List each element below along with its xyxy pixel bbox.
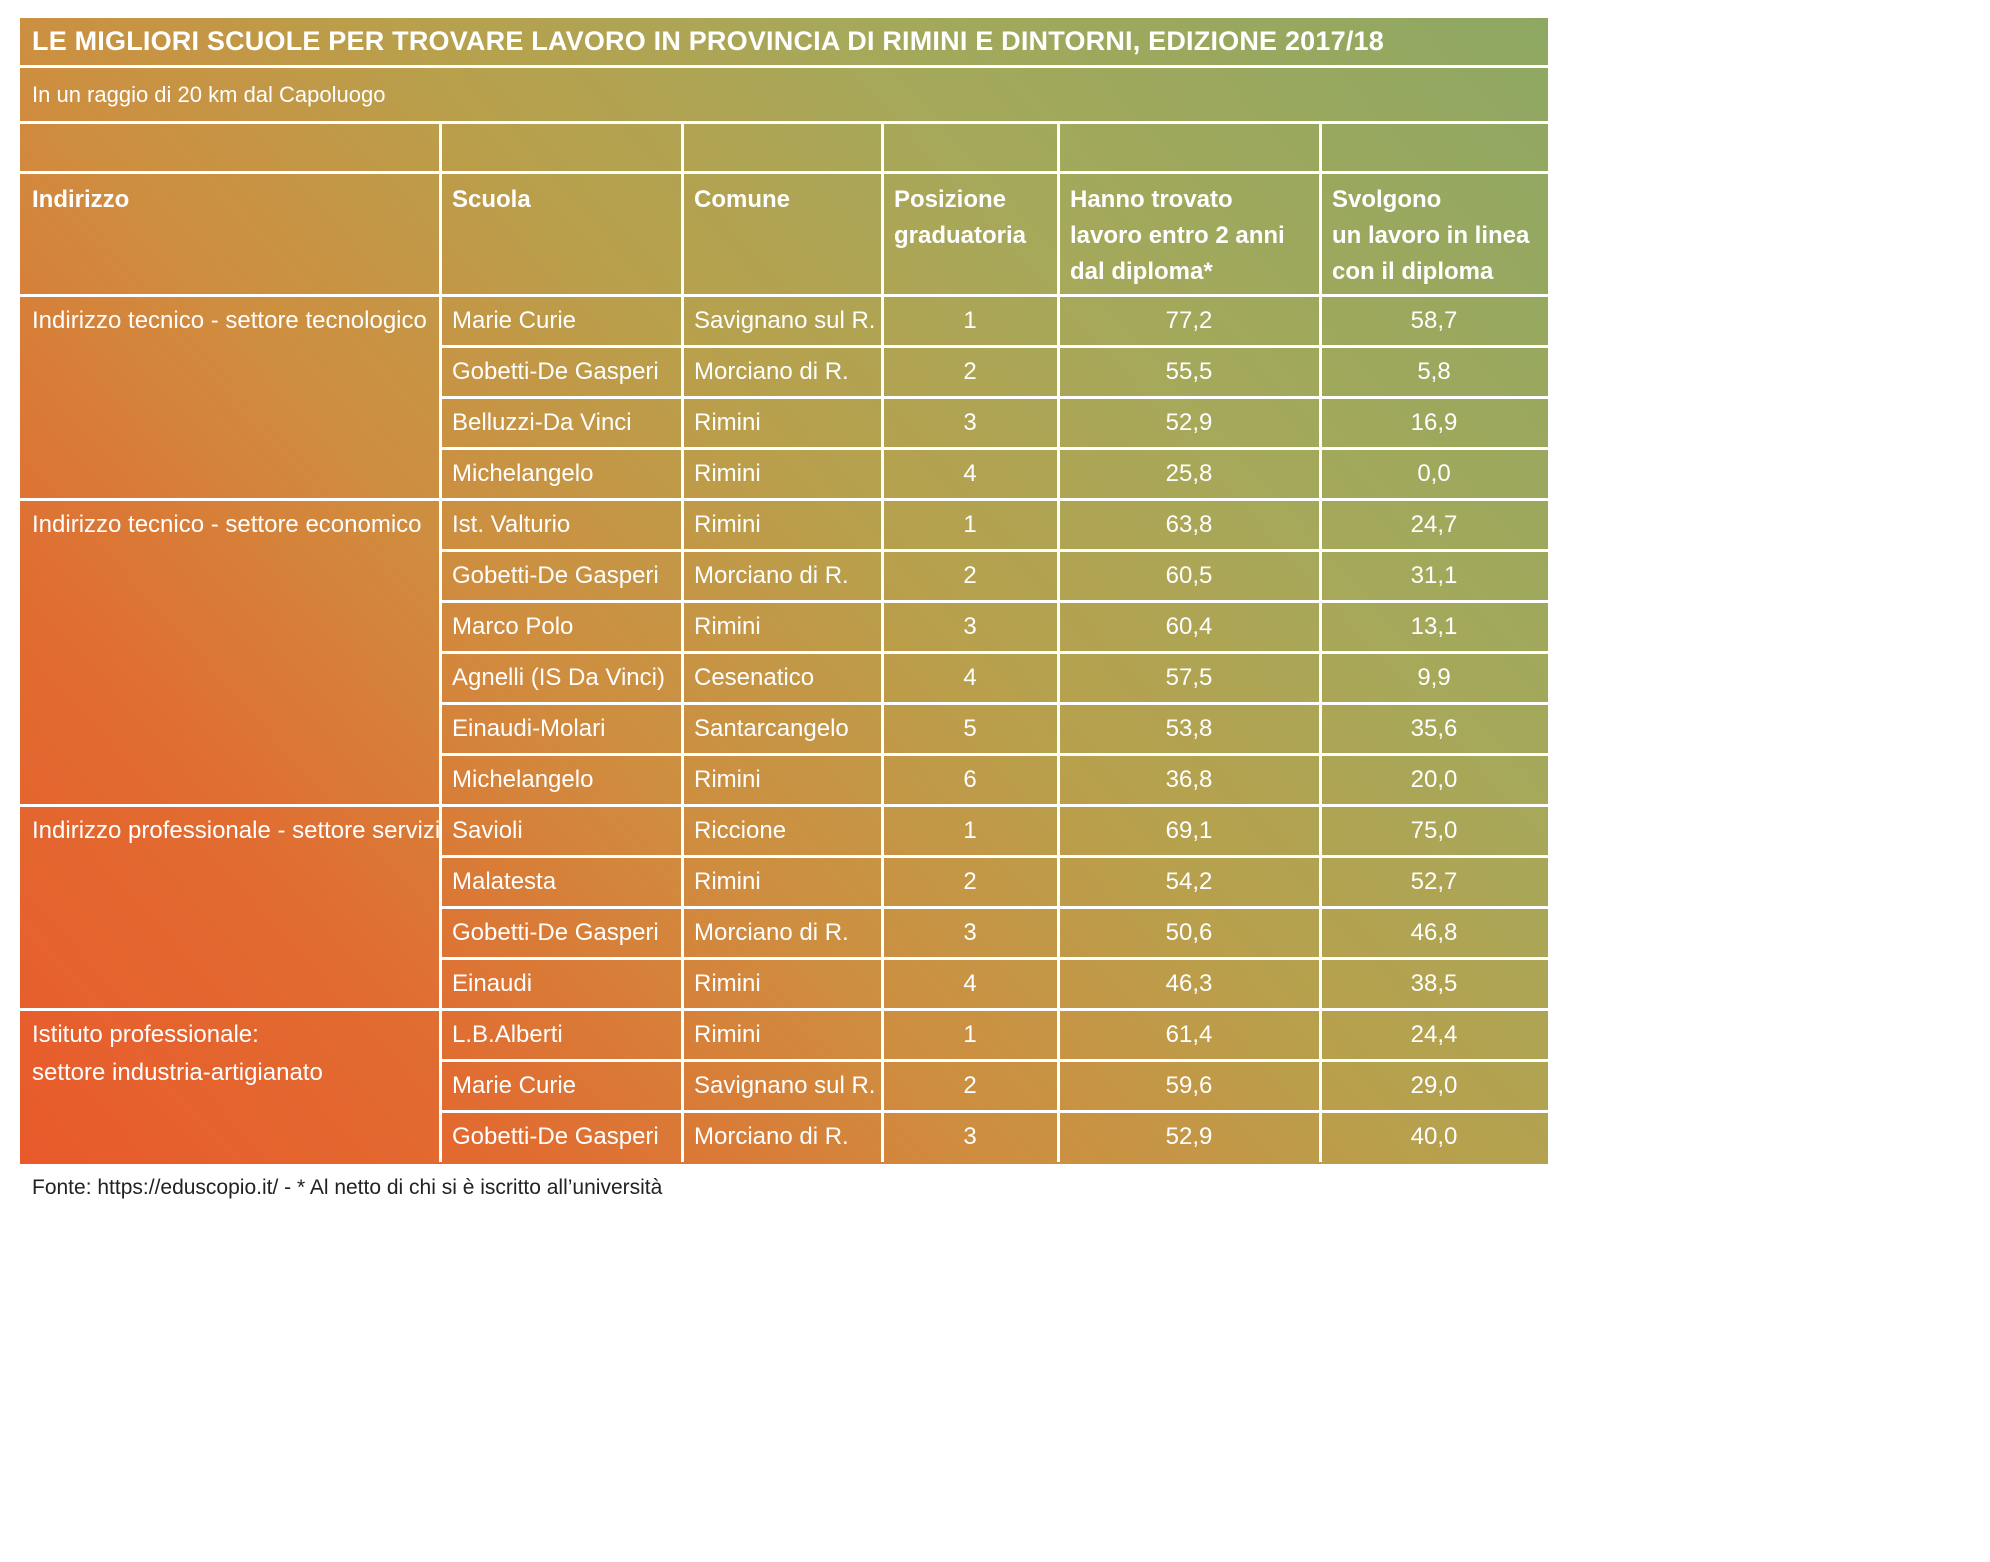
cell-scuola: Malatesta xyxy=(452,868,557,895)
column-header-comune xyxy=(682,182,882,218)
cell-svolgono: 35,6 xyxy=(1410,715,1458,742)
column-header-posizione xyxy=(882,182,1058,254)
cell-trovato: 52,9 xyxy=(1165,1123,1213,1150)
column-header-line: con il diploma xyxy=(1332,258,1494,285)
column-header-line: Indirizzo xyxy=(32,186,130,213)
cell-comune: Morciano di R. xyxy=(694,562,849,589)
cell-scuola: Gobetti-De Gasperi xyxy=(452,562,659,589)
group-label-line: Indirizzo tecnico - settore economico xyxy=(32,511,422,538)
cell-comune: Santarcangelo xyxy=(694,715,849,742)
cell-svolgono: 16,9 xyxy=(1410,409,1458,436)
cell-comune: Rimini xyxy=(694,1021,761,1048)
cell-scuola: Einaudi-Molari xyxy=(452,715,606,742)
cell-trovato: 59,6 xyxy=(1165,1072,1213,1099)
cell-svolgono: 13,1 xyxy=(1410,613,1458,640)
cell-comune: Savignano sul R. xyxy=(694,307,876,334)
cell-posizione: 6 xyxy=(963,766,977,793)
cell-trovato: 57,5 xyxy=(1165,664,1213,691)
cell-scuola: Agnelli (IS Da Vinci) xyxy=(452,664,665,691)
cell-scuola: Ist. Valturio xyxy=(452,511,571,538)
column-header-scuola xyxy=(440,182,682,218)
group-label xyxy=(20,295,440,340)
cell-comune: Rimini xyxy=(694,868,761,895)
column-header-line: un lavoro in linea xyxy=(1332,222,1530,249)
cell-posizione: 3 xyxy=(963,613,977,640)
column-header-line: Scuola xyxy=(452,186,531,213)
cell-comune: Rimini xyxy=(694,766,761,793)
cell-scuola: Belluzzi-Da Vinci xyxy=(452,409,632,436)
cell-posizione: 2 xyxy=(963,868,977,895)
cell-posizione: 3 xyxy=(963,1123,977,1150)
column-header-line: Svolgono xyxy=(1332,186,1442,213)
cell-svolgono: 75,0 xyxy=(1410,817,1458,844)
cell-trovato: 63,8 xyxy=(1165,511,1213,538)
cell-posizione: 1 xyxy=(963,1021,977,1048)
cell-trovato: 53,8 xyxy=(1165,715,1213,742)
cell-comune: Savignano sul R. xyxy=(694,1072,876,1099)
cell-posizione: 1 xyxy=(963,307,977,334)
cell-scuola: L.B.Alberti xyxy=(452,1021,563,1048)
cell-svolgono: 31,1 xyxy=(1410,562,1458,589)
cell-svolgono: 52,7 xyxy=(1410,868,1458,895)
cell-posizione: 4 xyxy=(963,460,977,487)
cell-svolgono: 24,4 xyxy=(1410,1021,1458,1048)
cell-svolgono: 5,8 xyxy=(1417,358,1451,385)
group-label xyxy=(20,499,440,544)
cell-scuola: Marco Polo xyxy=(452,613,574,640)
cell-scuola: Michelangelo xyxy=(452,460,594,487)
cell-posizione: 1 xyxy=(963,511,977,538)
cell-posizione: 2 xyxy=(963,358,977,385)
group-label xyxy=(20,1009,440,1092)
cell-comune: Rimini xyxy=(694,970,761,997)
cell-posizione: 2 xyxy=(963,1072,977,1099)
cell-posizione: 1 xyxy=(963,817,977,844)
cell-trovato: 77,2 xyxy=(1165,307,1213,334)
cell-posizione: 3 xyxy=(963,409,977,436)
cell-trovato: 60,5 xyxy=(1165,562,1213,589)
cell-trovato: 52,9 xyxy=(1165,409,1213,436)
cell-trovato: 60,4 xyxy=(1165,613,1213,640)
cell-trovato: 55,5 xyxy=(1165,358,1213,385)
cell-scuola: Einaudi xyxy=(452,970,533,997)
table-panel xyxy=(20,18,1548,1164)
cell-scuola: Gobetti-De Gasperi xyxy=(452,1123,659,1150)
group-label xyxy=(20,805,440,850)
cell-svolgono: 29,0 xyxy=(1410,1072,1458,1099)
cell-svolgono: 40,0 xyxy=(1410,1123,1458,1150)
cell-svolgono: 9,9 xyxy=(1417,664,1451,691)
cell-comune: Rimini xyxy=(694,511,761,538)
cell-comune: Morciano di R. xyxy=(694,1123,849,1150)
cell-svolgono: 58,7 xyxy=(1410,307,1458,334)
cell-posizione: 4 xyxy=(963,664,977,691)
cell-posizione: 3 xyxy=(963,919,977,946)
cell-scuola: Marie Curie xyxy=(452,307,577,334)
column-header-indirizzo xyxy=(20,182,440,218)
column-header-trovato xyxy=(1058,182,1320,290)
column-header-line: dal diploma* xyxy=(1070,258,1213,285)
cell-comune: Rimini xyxy=(694,613,761,640)
row-divider xyxy=(20,65,1548,68)
group-label-line: Istituto professionale: xyxy=(32,1021,259,1048)
cell-svolgono: 24,7 xyxy=(1410,511,1458,538)
cell-scuola: Gobetti-De Gasperi xyxy=(452,919,659,946)
cell-trovato: 46,3 xyxy=(1165,970,1213,997)
table-subtitle: In un raggio di 20 km dal Capoluogo xyxy=(32,82,386,107)
cell-trovato: 36,8 xyxy=(1165,766,1213,793)
cell-posizione: 2 xyxy=(963,562,977,589)
group-label-line: Indirizzo professionale - settore servizi xyxy=(32,817,441,844)
cell-comune: Rimini xyxy=(694,409,761,436)
cell-scuola: Savioli xyxy=(452,817,523,844)
cell-comune: Riccione xyxy=(694,817,787,844)
cell-posizione: 4 xyxy=(963,970,977,997)
column-header-line: Posizione xyxy=(894,186,1007,213)
cell-scuola: Michelangelo xyxy=(452,766,594,793)
cell-trovato: 54,2 xyxy=(1165,868,1213,895)
cell-trovato: 61,4 xyxy=(1165,1021,1213,1048)
cell-trovato: 25,8 xyxy=(1165,460,1213,487)
column-header-line: Hanno trovato xyxy=(1070,186,1233,213)
cell-svolgono: 46,8 xyxy=(1410,919,1458,946)
column-header-line: lavoro entro 2 anni xyxy=(1070,222,1285,249)
cell-scuola: Gobetti-De Gasperi xyxy=(452,358,659,385)
cell-scuola: Marie Curie xyxy=(452,1072,577,1099)
group-label-line: settore industria-artigianato xyxy=(32,1059,323,1086)
cell-trovato: 50,6 xyxy=(1165,919,1213,946)
column-header-line: graduatoria xyxy=(894,222,1027,249)
column-header-svolgono xyxy=(1320,182,1548,290)
cell-svolgono: 0,0 xyxy=(1417,460,1451,487)
cell-comune: Cesenatico xyxy=(694,664,815,691)
cell-svolgono: 20,0 xyxy=(1410,766,1458,793)
group-label-line: Indirizzo tecnico - settore tecnologico xyxy=(32,307,427,334)
cell-svolgono: 38,5 xyxy=(1410,970,1458,997)
cell-comune: Morciano di R. xyxy=(694,919,849,946)
cell-comune: Rimini xyxy=(694,460,761,487)
cell-comune: Morciano di R. xyxy=(694,358,849,385)
source-footnote: Fonte: https://eduscopio.it/ - * Al netto di chi si è iscritto all’università xyxy=(32,1176,663,1199)
column-header-line: Comune xyxy=(694,186,790,213)
cell-posizione: 5 xyxy=(963,715,977,742)
table-title: LE MIGLIORI SCUOLE PER TROVARE LAVORO IN PROVINCIA DI RIMINI E DINTORNI, EDIZIONE 2017/18 xyxy=(32,26,1384,56)
cell-trovato: 69,1 xyxy=(1165,817,1213,844)
